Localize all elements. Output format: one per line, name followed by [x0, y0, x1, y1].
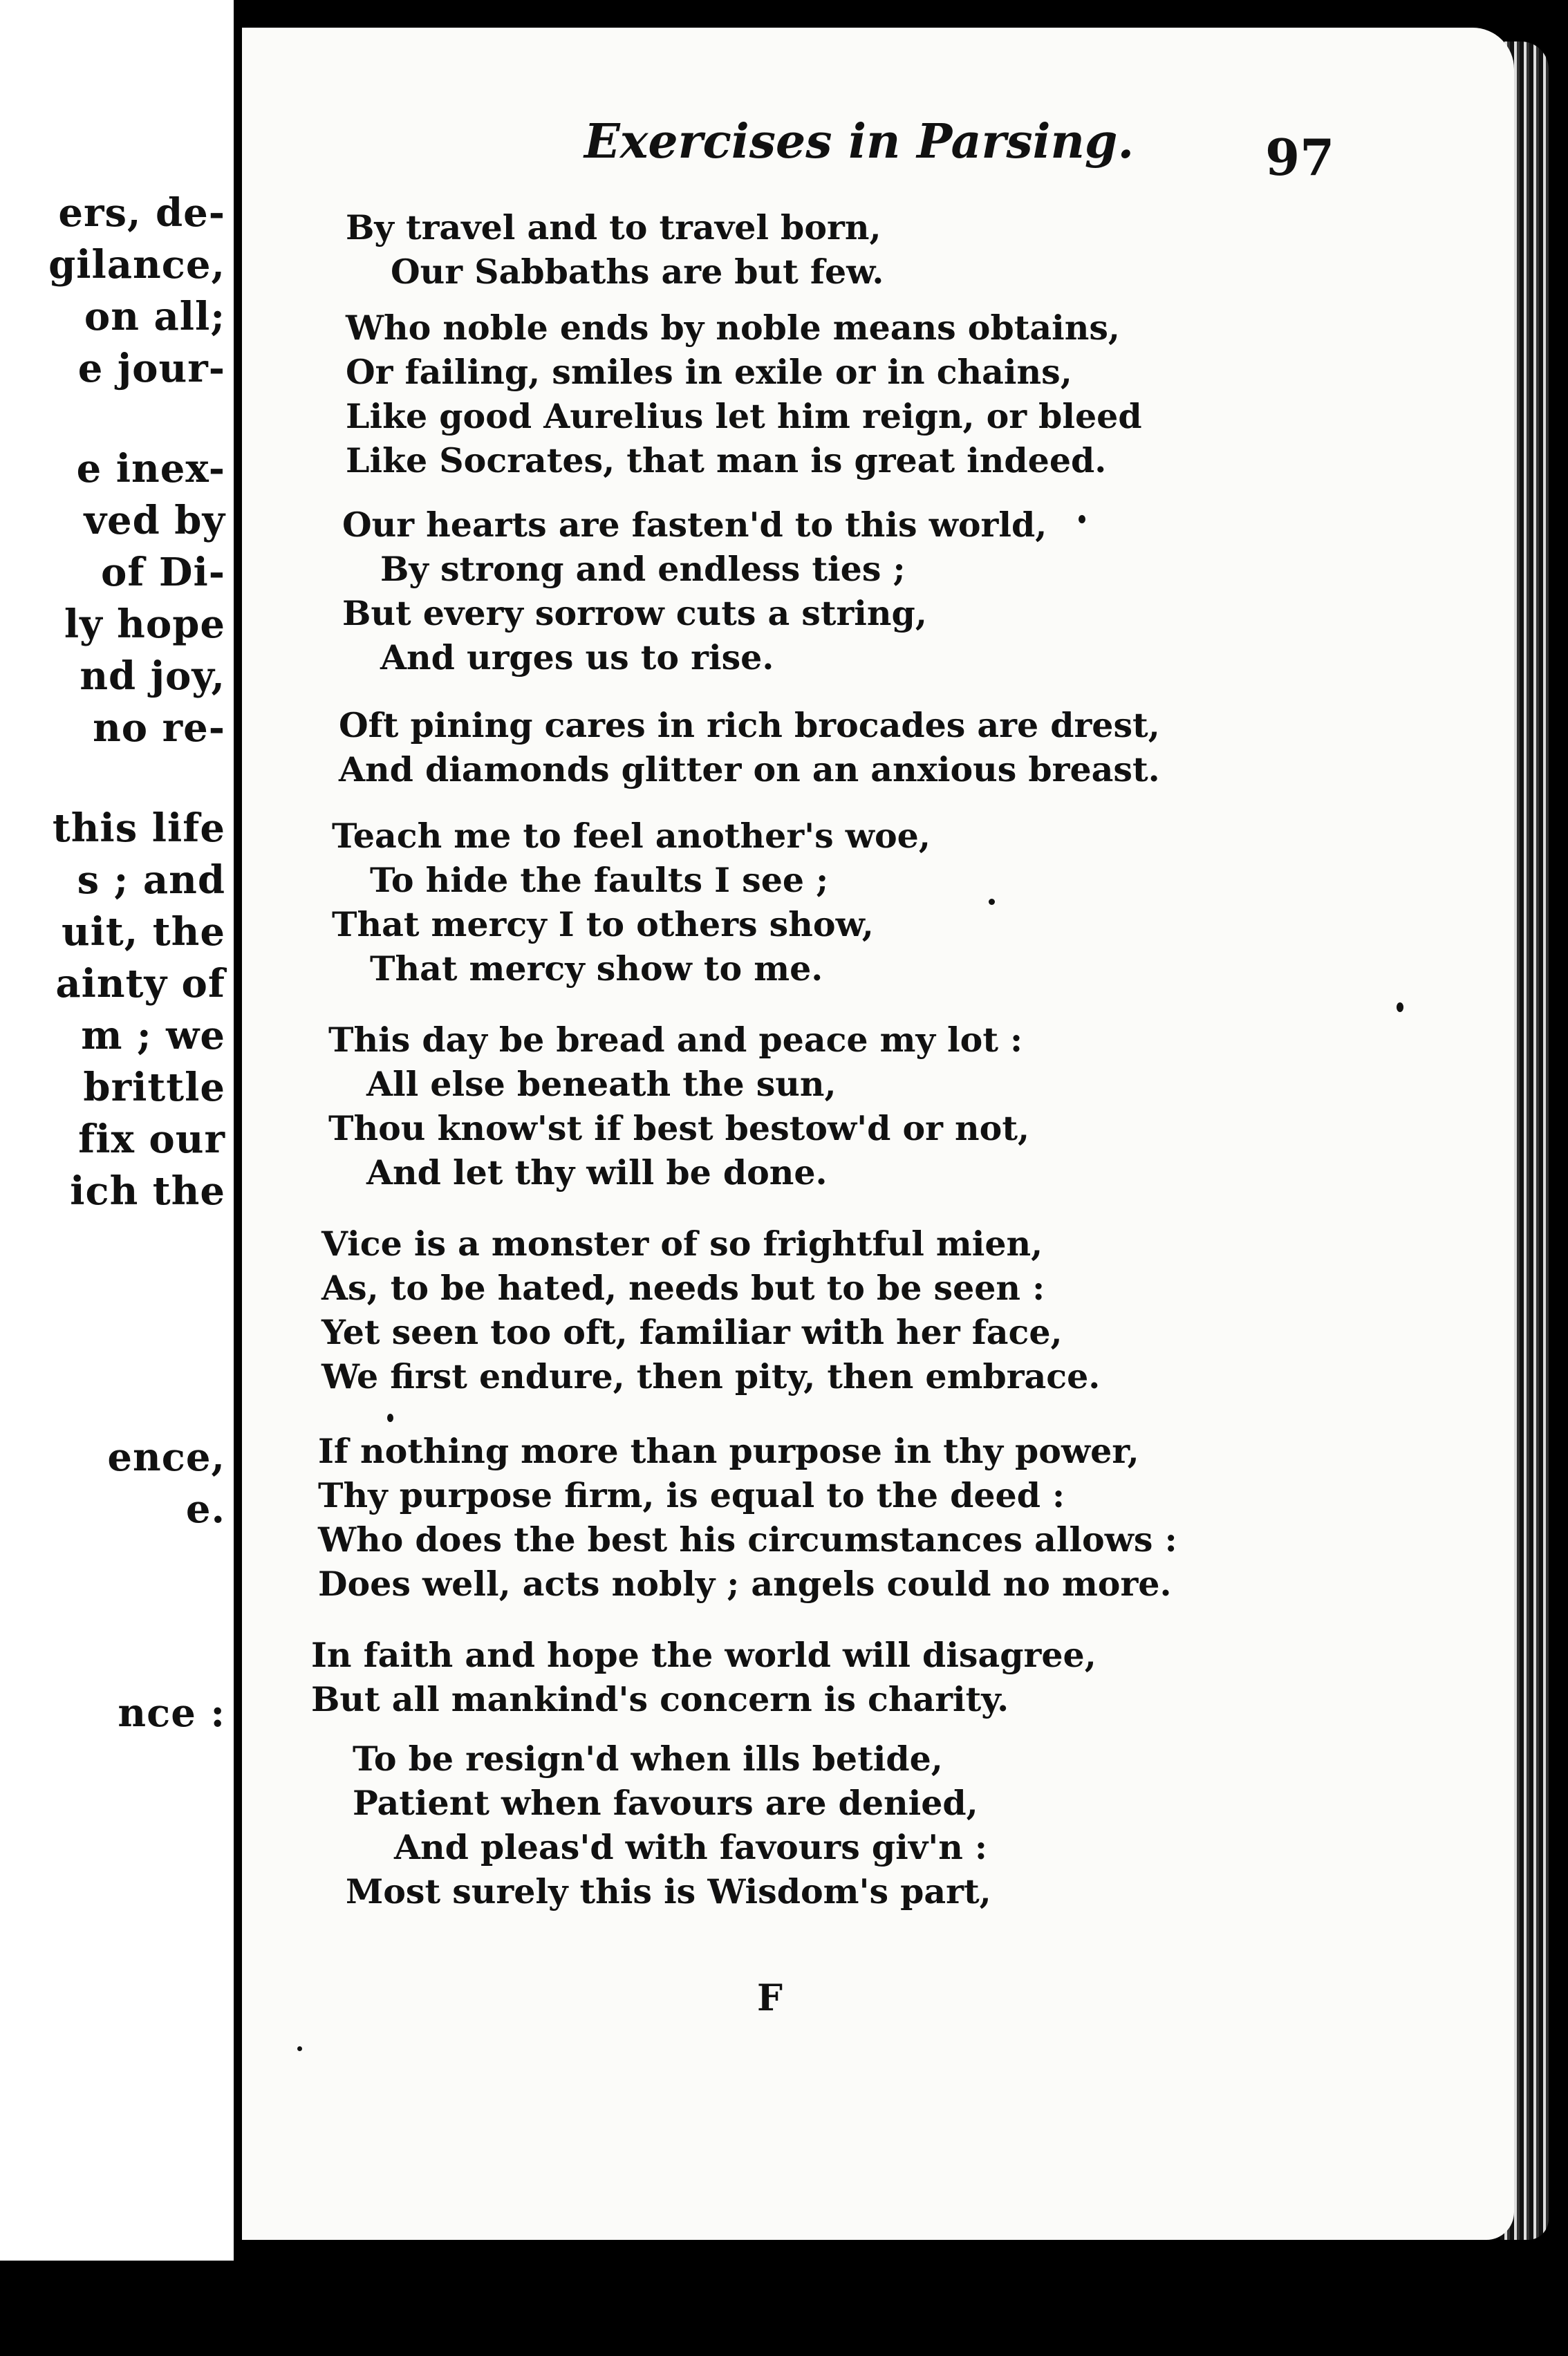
verse-line: And pleas'd with favours giv'n :: [394, 1827, 987, 1867]
left-page-fragment: ich the: [70, 1168, 225, 1214]
verse-line: Who noble ends by noble means obtains,: [346, 308, 1120, 348]
verse-line: To be resign'd when ills betide,: [353, 1739, 943, 1779]
left-page-fragment: m ; we: [81, 1013, 225, 1058]
verse-line: And let thy will be done.: [366, 1152, 828, 1193]
verse-line: Thou know'st if best bestow'd or not,: [328, 1108, 1030, 1148]
left-page-fragment: ainty of: [55, 961, 225, 1007]
running-title: Exercises in Parsing.: [584, 114, 1135, 169]
verse-line: And urges us to rise.: [380, 637, 774, 677]
left-page-fragment: e.: [185, 1486, 225, 1532]
verse-line: But every sorrow cuts a string,: [342, 593, 927, 633]
verse-line: Vice is a monster of so frightful mien,: [321, 1224, 1043, 1264]
left-page-fragment: e inex-: [76, 446, 225, 492]
left-page: [0, 0, 234, 2261]
left-page-fragment: ved by: [84, 498, 225, 543]
left-page-fragment: of Di-: [100, 550, 225, 595]
left-page-fragment: this life: [52, 805, 225, 851]
ink-speck: [387, 1414, 393, 1422]
left-page-fragment: nce :: [118, 1690, 225, 1736]
verse-line: By strong and endless ties ;: [380, 549, 906, 589]
verse-line: Most surely this is Wisdom's part,: [346, 1871, 991, 1911]
verse-line: As, to be hated, needs but to be seen :: [321, 1268, 1045, 1308]
left-page-fragment: fix our: [78, 1116, 225, 1162]
left-page-fragment: gilance,: [48, 242, 225, 288]
verse-line: In faith and hope the world will disagree,: [311, 1635, 1096, 1675]
verse-line: Yet seen too oft, familiar with her face,: [321, 1312, 1063, 1352]
ink-speck: [1079, 515, 1085, 523]
verse-line: By travel and to travel born,: [346, 207, 881, 247]
verse-line: Like good Aurelius let him reign, or bleed: [346, 396, 1142, 436]
ink-speck: [989, 899, 995, 905]
left-page-fragment: brittle: [83, 1065, 225, 1110]
verse-line: Our hearts are fasten'd to this world,: [342, 505, 1047, 545]
verse-line: That mercy I to others show,: [332, 904, 874, 944]
verse-line: That mercy show to me.: [370, 948, 823, 989]
verse-line: But all mankind's concern is charity.: [311, 1679, 1009, 1719]
gutter: [234, 0, 242, 2288]
left-page-fragment: ly hope: [64, 601, 225, 647]
left-page-fragment: on all;: [84, 294, 225, 339]
verse-line: Patient when favours are denied,: [353, 1783, 978, 1823]
verse-line: Teach me to feel another's woe,: [332, 816, 931, 856]
verse-line: Or failing, smiles in exile or in chains,: [346, 352, 1072, 392]
verse-line: Thy purpose firm, is equal to the deed :: [318, 1475, 1065, 1515]
left-page-fragment: e jour-: [77, 346, 225, 391]
signature-mark: F: [757, 1977, 783, 2019]
verse-line: If nothing more than purpose in thy power,: [318, 1431, 1139, 1471]
verse-line: To hide the faults I see ;: [370, 860, 829, 900]
left-page-fragment: ence,: [107, 1434, 225, 1480]
verse-line: Does well, acts nobly ; angels could no more.: [318, 1564, 1172, 1604]
verse-line: Who does the best his circumstances allows :: [318, 1520, 1177, 1560]
left-page-fragment: s ; and: [77, 857, 225, 903]
verse-line: We first endure, then pity, then embrace.: [321, 1356, 1101, 1396]
verse-line: Oft pining cares in rich brocades are drest,: [339, 705, 1160, 745]
verse-line: And diamonds glitter on an anxious breast.: [339, 749, 1160, 789]
ink-speck: [297, 2046, 302, 2051]
ink-speck: [1397, 1002, 1403, 1012]
verse-line: Like Socrates, that man is great indeed.: [346, 440, 1107, 480]
page-number: 97: [1265, 128, 1335, 187]
verse-line: All else beneath the sun,: [366, 1064, 837, 1104]
verse-line: This day be bread and peace my lot :: [328, 1020, 1023, 1060]
left-page-fragment: uit, the: [61, 909, 225, 955]
left-page-fragment: nd joy,: [80, 653, 225, 699]
verse-line: Our Sabbaths are but few.: [391, 252, 884, 292]
left-page-fragment: no re-: [93, 705, 225, 751]
left-page-fragment: ers, de-: [58, 190, 225, 236]
